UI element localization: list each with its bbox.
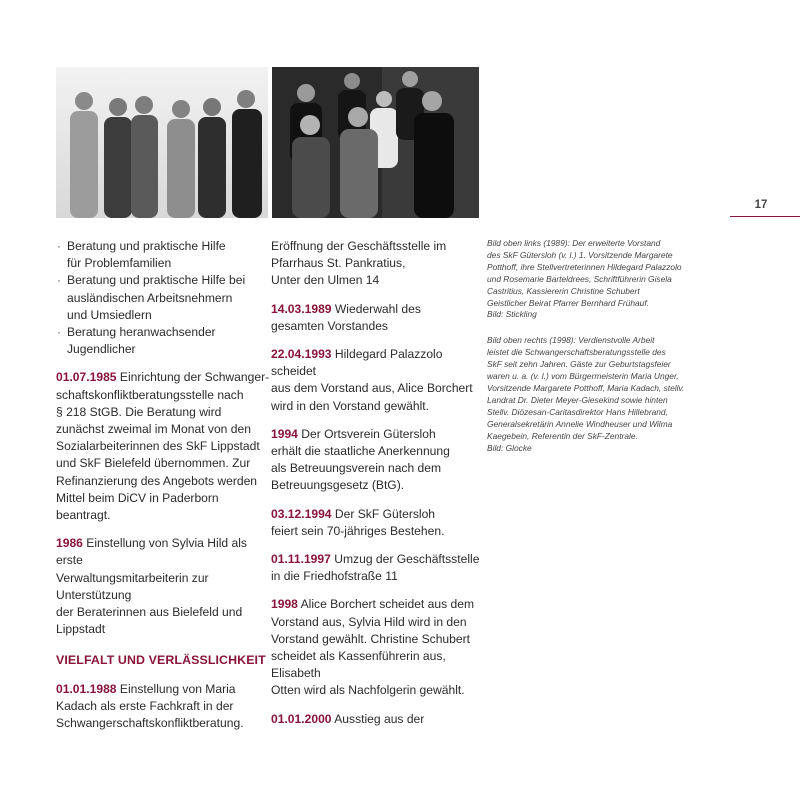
bullet-item: · Beratung heranwachsender Jugendlicher <box>56 324 270 358</box>
entry-text: Einstellung von Sylvia Hild als erste Verwaltungsmitarbeiterin zur Unterstützung der Beraterinnen aus Bielefeld und Lippstadt <box>56 536 247 637</box>
entry-date: 01.07.1985 <box>56 370 117 385</box>
timeline-entry <box>56 681 270 733</box>
entry-date: 1986 <box>56 536 83 551</box>
entry-text: Hildegard Palazzolo scheidet aus dem Vorstand aus, Alice Borchert wird in den Vorstand gewählt. <box>271 347 473 413</box>
service-bullet-list <box>56 238 270 358</box>
entry-date: 01.11.1997 <box>271 552 331 567</box>
entry-date: 01.01.2000 <box>271 711 332 726</box>
page-number: 17 <box>754 199 768 211</box>
entry-text: Ausstieg aus der <box>331 711 425 726</box>
caption-right-photo: Bild oben rechts (1998): Verdienstvolle Arbeit leistet die Schwangerschaftsberatungsstelle des SkF seit zehn Jahren. Gäste zur Geburtstagsfeier waren u. a. (v. l.) vom Bürgermeisterin Maria Unger, Vorsitzende Margarete Potthoff, Maria Kadach, stellv. Landrat Dr. Dieter Meyer-Giesekind sowie hinten Stellv. Diözesan-Caritasdirektor Hans Hillebrand, Generalsekretärin Annelie Windheuser und Wilma Kaegebein, Referentin der SkF-Zentrale. Bild: Glocke <box>487 335 685 453</box>
entry-text: Der SkF Gütersloh feiert sein 70-jähriges Bestehen. <box>271 506 445 538</box>
timeline-entry <box>271 506 483 540</box>
entry-date: 01.01.1988 <box>56 681 117 696</box>
entry-date: 22.04.1993 <box>271 347 332 362</box>
entry-text: Einstellung von Maria Kadach als erste Fachkraft in der Schwangerschaftskonfliktberatung. <box>56 681 244 731</box>
timeline-entry <box>271 551 483 585</box>
bullet-item: · Beratung und praktische Hilfe bei ausländischen Arbeitsnehmern und Umsiedlern <box>56 272 270 324</box>
timeline-entry <box>271 426 483 495</box>
entry-date: 1994 <box>271 426 298 441</box>
timeline-entry <box>271 711 483 728</box>
page-number-rule <box>730 216 800 217</box>
entry-date: 03.12.1994 <box>271 506 332 521</box>
entry-date: 1998 <box>271 597 298 612</box>
group-photo-1989-icon <box>56 67 268 218</box>
group-photo-1998-icon <box>272 67 479 218</box>
entry-text: Wiederwahl des gesamten Vorstandes <box>271 301 421 333</box>
timeline-entry <box>56 369 270 524</box>
photo-captions <box>487 238 727 468</box>
timeline-entry <box>56 535 270 638</box>
timeline-entry <box>271 596 483 699</box>
entry-text: Einrichtung der Schwanger- schaftskonfliktberatungsstelle nach § 218 StGB. Die Beratung wird zunächst zweimal im Monat von den Sozialarbeiterinnen des SkF Lippstadt und SkF Bielefeld übernommen. Zur Refinanzierung des Angebots werden Mittel beim DiCV in Paderborn beantragt. <box>56 370 270 523</box>
entry-date: 14.03.1989 <box>271 301 332 316</box>
section-heading: VIELFALT UND VERLÄSSLICHKEIT <box>56 653 266 668</box>
caption-left-photo: Bild oben links (1989): Der erweiterte Vorstand des SkF Gütersloh (v. l.) 1. Vorsitzende Margarete Potthoff, ihre Stellvertreterinnen Hildegard Palazzolo und Rosemarie Barteldrees, Schriftführerin Gisela Castritius, Kassiererin Christine Schubert Geistlicher Beirat Pfarrer Bernhard Frühauf. Bild: Stickling <box>487 238 682 320</box>
entry-text: Der Ortsverein Gütersloh erhält die staatliche Anerkennung als Betreuungsverein nach dem Betreuungsgesetz (BtG). <box>271 426 450 493</box>
timeline-entry <box>271 346 483 415</box>
timeline-entry <box>271 301 483 335</box>
column-2 <box>271 238 483 739</box>
timeline-intro: Eröffnung der Geschäftsstelle im Pfarrhaus St. Pankratius, Unter den Ulmen 14 <box>271 239 447 288</box>
entry-text: Umzug der Geschäftsstelle in die Friedhofstraße 11 <box>271 552 480 584</box>
bullet-item: · Beratung und praktische Hilfe für Problemfamilien <box>56 238 270 272</box>
column-1 <box>56 238 270 743</box>
entry-text: Alice Borchert scheidet aus dem Vorstand aus, Sylvia Hild wird in den Vorstand gewählt. Christine Schubert scheidet als Kassenführerin aus, Elisabeth Otten wird als Nachfolgerin gewählt. <box>271 597 475 698</box>
